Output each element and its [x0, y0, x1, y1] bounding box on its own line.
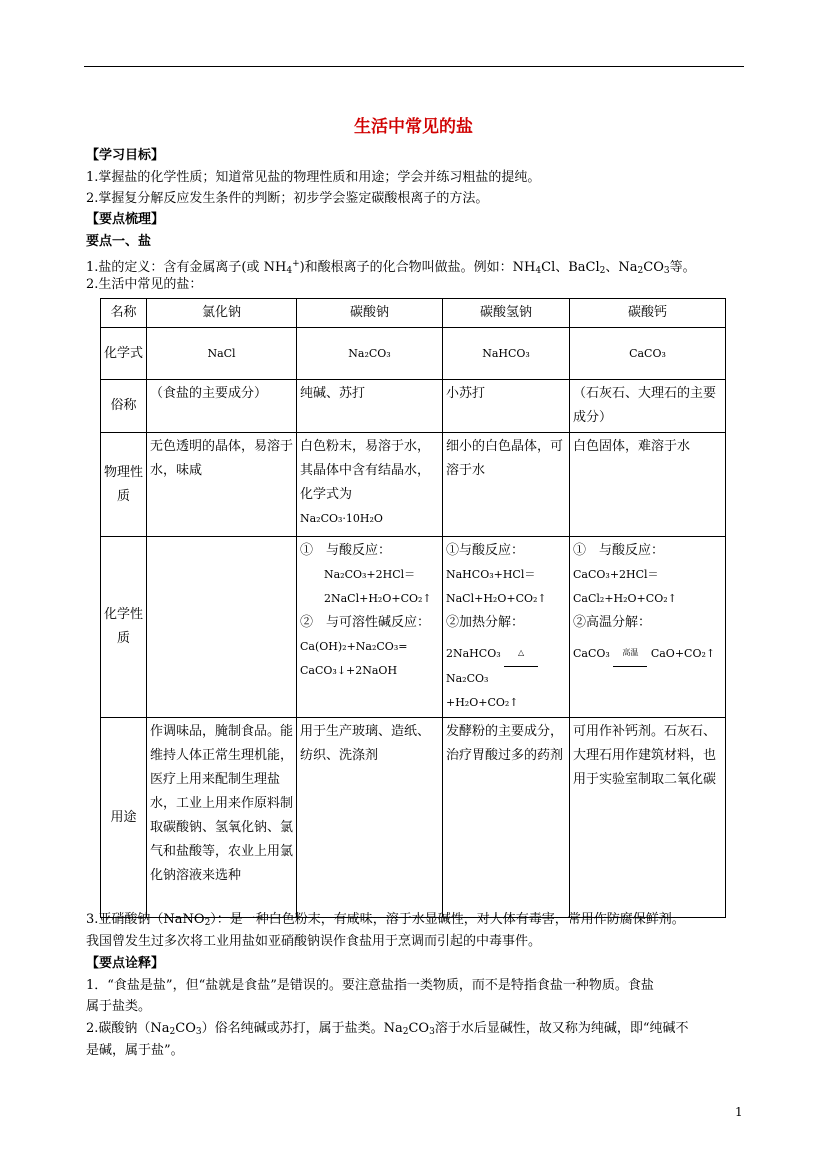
reaction-line: NaCl+H₂O+CO₂↑ [446, 592, 547, 605]
reaction-line: ②加热分解： [446, 615, 525, 630]
table-row-usage [101, 718, 726, 918]
header-cell: 碳酸钙 [570, 299, 726, 328]
product: CaO+CO₂↑ [650, 647, 716, 660]
reaction-line: ②高温分解： [573, 615, 652, 630]
table-cell: 白色固体，难溶于水 [570, 433, 726, 537]
table-cell: 细小的白色晶体，可溶于水 [443, 433, 570, 537]
header-cell: 碳酸氢钠 [443, 299, 570, 328]
goal-1: 1.掌握盐的化学性质；知道常见盐的物理性质和用途；学会并练习粗盐的提纯。 [86, 170, 541, 185]
table-row-chemical [101, 537, 726, 718]
explain-heading: 【要点诠释】 [86, 956, 165, 971]
def-sup: + [292, 259, 300, 269]
header-cell: 碳酸钠 [297, 299, 443, 328]
reactant: 2NaHCO₃ [446, 647, 501, 660]
explain-text: CO [408, 1021, 430, 1036]
explain-sub: 2 [402, 1027, 409, 1037]
reaction-line: 2NaCl+H₂O+CO₂↑ [324, 592, 432, 605]
heat-arrow [504, 641, 538, 667]
table-cell [443, 537, 570, 718]
table-cell [147, 537, 297, 718]
reaction-line: ①与酸反应： [446, 543, 525, 558]
reaction-line: Na₂CO₃+2HCl＝ [324, 568, 416, 581]
table-cell: （食盐的主要成分） [147, 380, 297, 433]
reaction-line: CaCl₂+H₂O+CO₂↑ [573, 592, 677, 605]
def-text: 等。 [669, 260, 696, 275]
document-title: 生活中常见的盐 [354, 117, 473, 137]
table-cell: CaCO₃ [570, 328, 726, 380]
table-cell: 无色透明的晶体，易溶于水，味咸 [147, 433, 297, 537]
table-cell: 纯碱、苏打 [297, 380, 443, 433]
crystal-formula: Na₂CO₃·10H₂O [300, 512, 383, 525]
row-label: 俗称 [101, 380, 147, 433]
table-cell [570, 537, 726, 718]
nitrite-line-1 [86, 910, 685, 933]
table-row-formula [101, 328, 726, 380]
def-text: CO [643, 260, 664, 275]
explain-2a [86, 1019, 688, 1042]
explain-1b: 属于盐类。 [86, 999, 152, 1014]
reaction-line: CaCO₃+2HCl＝ [573, 568, 659, 581]
explain-sub: 3 [429, 1027, 435, 1037]
header-cell: 名称 [101, 299, 147, 328]
condition-label: 高温 [622, 648, 639, 657]
nitrite-text: 3.亚硝酸钠（NaNO [86, 912, 205, 927]
nitrite-text: ）：是一种白色粉末，有咸味，溶于水显碱性，对人体有毒害，常用作防腐保鲜剂。 [210, 912, 685, 927]
page-number: 1 [735, 1105, 743, 1119]
def-text: )和酸根离子的化合物叫做盐。例如：NH [299, 260, 536, 275]
goals-heading: 【学习目标】 [86, 148, 165, 163]
def-text: 、Na [605, 260, 638, 275]
nitrite-sub: 2 [204, 918, 211, 928]
table-cell: 小苏打 [443, 380, 570, 433]
row-label: 物理性质 [101, 433, 147, 537]
product: Na₂CO₃ [446, 672, 489, 685]
goal-2: 2.掌握复分解反应发生条件的判断；初步学会鉴定碳酸根离子的方法。 [86, 191, 489, 206]
table-row-physical [101, 433, 726, 537]
header-rule [84, 66, 744, 67]
def-text: 1.盐的定义：含有金属离子(或 NH [86, 260, 287, 275]
explain-text: CO [175, 1021, 196, 1036]
table-cell: NaCl [147, 328, 297, 380]
table-header-row [101, 299, 726, 328]
table-cell: 可用作补钙剂。石灰石、大理石用作建筑材料，也用于实验室制取二氧化碳 [570, 718, 726, 918]
reaction-line: CaCO₃↓+2NaOH [300, 664, 398, 677]
def-sub: 2 [637, 266, 644, 276]
explain-2b: 是碱，属于盐”。 [86, 1043, 184, 1058]
table-cell: 作调味品，腌制食品。能维持人体正常生理机能，医疗上用来配制生理盐水，工业上用来作原料制取碳酸钠、氢氧化钠、氯气和盐酸等，农业上用氯化钠溶液来选种 [147, 718, 297, 918]
def-sub: 2 [599, 266, 606, 276]
reaction-line: ① 与酸反应： [300, 543, 392, 558]
explain-text: 2.碳酸钠（Na [86, 1021, 170, 1036]
explain-sub: 2 [169, 1027, 176, 1037]
def-text: Cl、BaCl [541, 260, 600, 275]
reaction-line [573, 635, 722, 667]
point1-heading: 要点一、盐 [86, 234, 152, 249]
reaction-line: Ca(OH)₂+Na₂CO₃= [300, 640, 408, 653]
common-salts-label: 2.生活中常见的盐： [86, 277, 203, 292]
explain-text: 溶于水后显碱性，故又称为纯碱，即“纯碱不 [434, 1021, 689, 1036]
explain-1a: 1．“食盐是盐”，但“盐就是食盐”是错误的。要注意盐指一类物质，而不是特指食盐一种物质。食盐 [86, 978, 654, 993]
table-cell: （石灰石、大理石的主要成分） [570, 380, 726, 433]
table-cell [297, 433, 443, 537]
high-temp-arrow [613, 641, 647, 667]
condition-label: △ [518, 648, 525, 657]
def-sub: 4 [286, 266, 293, 276]
table-cell: 发酵粉的主要成分，治疗胃酸过多的药剂 [443, 718, 570, 918]
salt-table [100, 298, 726, 918]
explain-sub: 3 [195, 1027, 202, 1037]
reaction-line: ② 与可溶性碱反应： [300, 615, 431, 630]
row-label: 用途 [101, 718, 147, 918]
physical-text: 白色粉末，易溶于水，其晶体中含有结晶水，化学式为 [300, 439, 431, 502]
reactant: CaCO₃ [573, 647, 610, 660]
reaction-line: NaHCO₃+HCl＝ [446, 568, 536, 581]
points-heading: 【要点梳理】 [86, 212, 165, 227]
table-cell [297, 537, 443, 718]
reaction-line [446, 635, 566, 691]
def-sub: 3 [663, 266, 670, 276]
header-cell: 氯化钠 [147, 299, 297, 328]
reaction-line: ① 与酸反应： [573, 543, 665, 558]
row-label: 化学式 [101, 328, 147, 380]
reaction-line: +H₂O+CO₂↑ [446, 696, 519, 709]
table-cell: NaHCO₃ [443, 328, 570, 380]
table-cell: 用于生产玻璃、造纸、纺织、洗涤剂 [297, 718, 443, 918]
row-label: 化学性质 [101, 537, 147, 718]
nitrite-line-2: 我国曾发生过多次将工业用盐如亚硝酸钠误作食盐用于烹调而引起的中毒事件。 [86, 934, 542, 949]
def-sub: 4 [535, 266, 542, 276]
explain-text: ）俗名纯碱或苏打，属于盐类。Na [201, 1021, 403, 1036]
table-row-common-name [101, 380, 726, 433]
table-cell: Na₂CO₃ [297, 328, 443, 380]
